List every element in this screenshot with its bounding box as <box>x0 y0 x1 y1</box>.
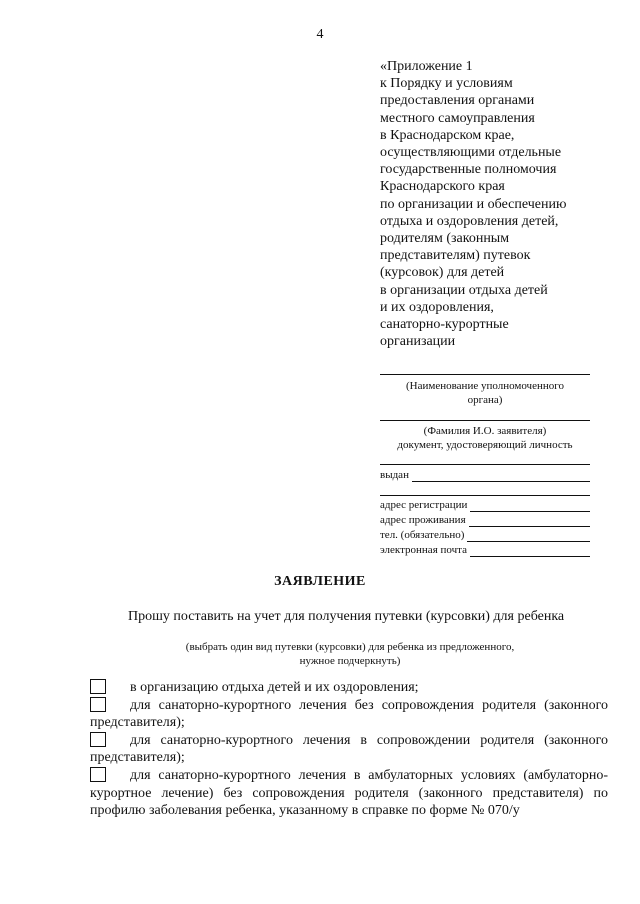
option-recreation-text: в организацию отдыха детей и их оздоровления; <box>130 680 419 695</box>
applicant-field <box>380 420 590 452</box>
authority-caption-2: органа) <box>467 394 503 406</box>
appendix-header <box>380 58 620 350</box>
request-text: Прошу поставить на учет для получения путевки (курсовки) для ребенка <box>128 609 565 624</box>
option-outpatient-sanatorium-text: для санаторно-курортного лечения в амбулаторных условиях (амбулаторно-курортное лечение) без сопровождения родителя (законного представителя) по профилю заболевания ребенка, указанному в справке по форме № 070/у <box>90 767 608 819</box>
address-fields <box>380 499 590 557</box>
issued-extra-line <box>380 495 590 496</box>
option-sanatorium-unaccompanied-checkbox[interactable] <box>90 697 106 712</box>
phone-input[interactable] <box>467 532 590 542</box>
issued-field <box>380 469 590 482</box>
appendix-line: в Краснодарском крае, <box>380 127 515 143</box>
registration-address-label: адрес регистрации <box>380 499 468 511</box>
appendix-line: и их оздоровления, <box>380 299 494 315</box>
appendix-line: отдыха и оздоровления детей, <box>380 213 559 229</box>
issued-input-line[interactable] <box>412 472 590 482</box>
appendix-line: родителям (законным <box>380 231 510 247</box>
selection-hint <box>150 640 550 668</box>
selection-hint-line-2: нужное подчеркнуть) <box>299 655 401 667</box>
selection-hint-line-1: (выбрать один вид путевки (курсовки) для ребенка из предложенного, <box>185 641 515 653</box>
appendix-line: осуществляющими отдельные <box>380 145 562 161</box>
option-sanatorium-unaccompanied-text: для санаторно-курортного лечения без сопровождения родителя (законного представителя); <box>90 697 608 731</box>
authority-line[interactable] <box>380 374 590 375</box>
appendix-line: по организации и обеспечению <box>380 196 567 212</box>
option-sanatorium-accompanied-checkbox[interactable] <box>90 732 106 747</box>
option-sanatorium-unaccompanied <box>90 697 608 732</box>
appendix-line: (курсовок) для детей <box>380 265 505 281</box>
option-sanatorium-accompanied-text: для санаторно-курортного лечения в сопровождении родителя (законного представителя); <box>90 732 608 766</box>
email-input[interactable] <box>470 547 590 557</box>
option-recreation <box>90 679 608 697</box>
option-recreation-checkbox[interactable] <box>90 679 106 694</box>
id-document-label: документ, удостоверяющий личность <box>397 439 573 451</box>
option-outpatient-sanatorium <box>90 767 608 820</box>
option-outpatient-sanatorium-checkbox[interactable] <box>90 767 106 782</box>
residence-address-label: адрес проживания <box>380 514 466 526</box>
issued-label: выдан <box>380 469 409 481</box>
option-sanatorium-accompanied <box>90 732 608 767</box>
appendix-line: «Приложение 1 <box>380 59 473 74</box>
applicant-caption: (Фамилия И.О. заявителя) <box>423 425 547 437</box>
appendix-line: Краснодарского края <box>380 179 505 195</box>
authority-caption-1: (Наименование уполномоченного <box>406 380 564 392</box>
appendix-line: государственные полномочия <box>380 162 557 178</box>
appendix-line: местного самоуправления <box>380 110 535 126</box>
phone-label: тел. (обязательно) <box>380 529 465 541</box>
appendix-line: к Порядку и условиям <box>380 76 513 92</box>
appendix-line: в организации отдыха детей <box>380 282 548 298</box>
issued-extra-rule[interactable] <box>380 495 590 496</box>
residence-address-input[interactable] <box>469 517 590 527</box>
id-document-line[interactable] <box>380 464 590 465</box>
appendix-line: санаторно-курортные <box>380 317 509 333</box>
id-document-lines <box>380 464 590 465</box>
appendix-line: представителям) путевок <box>380 248 531 264</box>
page-number: 4 <box>316 27 324 42</box>
authority-field <box>380 374 590 407</box>
applicant-name-line[interactable] <box>380 420 590 421</box>
appendix-line: предоставления органами <box>380 93 535 109</box>
email-label: электронная почта <box>380 544 467 556</box>
appendix-line: организации <box>380 334 456 350</box>
document-heading: ЗАЯВЛЕНИЕ <box>274 574 366 589</box>
registration-address-input[interactable] <box>470 502 590 512</box>
voucher-options <box>90 679 608 820</box>
